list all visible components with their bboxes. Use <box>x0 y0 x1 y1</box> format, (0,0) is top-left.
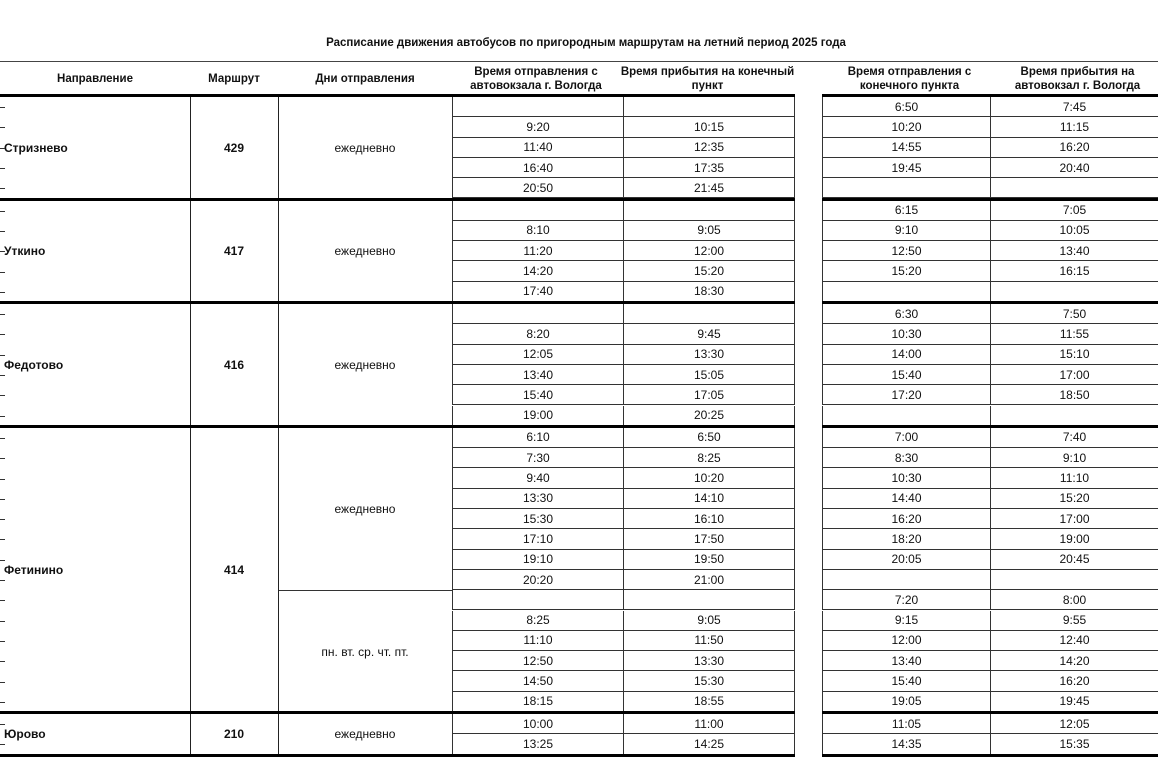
departure-vologda-time <box>453 201 623 220</box>
direction-cell: Фетинино <box>4 562 64 577</box>
table-row <box>452 714 795 734</box>
arrival-terminal-time <box>623 590 794 609</box>
days-cell: ежедневно <box>334 140 396 155</box>
departure-terminal-time: 18:20 <box>891 531 922 546</box>
column-divider <box>278 714 279 755</box>
departure-vologda-time: 19:00 <box>522 408 554 423</box>
arrival-vologda-time: 11:10 <box>990 468 1158 487</box>
days-cell: пн. вт. ср. чт. пт. <box>278 590 452 712</box>
arrival-vologda-time: 7:40 <box>990 428 1158 447</box>
table-row <box>452 550 795 570</box>
arrival-vologda-time: 16:20 <box>990 671 1158 690</box>
row-tick <box>0 519 5 520</box>
table-row <box>822 97 1158 117</box>
arrival-vologda-time: 17:00 <box>990 509 1158 528</box>
arrival-terminal-time: 8:25 <box>623 448 794 467</box>
arrival-terminal-time: 9:45 <box>623 324 794 343</box>
departure-terminal-time: 11:05 <box>891 716 922 731</box>
arrival-terminal-time: 18:30 <box>623 282 794 301</box>
departure-terminal-time: 14:40 <box>891 491 922 506</box>
departure-vologda-time: 11:10 <box>523 633 553 648</box>
route-separator <box>822 754 1158 757</box>
table-row <box>822 631 1158 651</box>
arrival-vologda-time: 10:05 <box>990 221 1158 240</box>
departure-vologda-time: 20:20 <box>522 572 554 587</box>
table-row <box>822 570 1158 590</box>
arrival-terminal-time: 15:30 <box>623 671 794 690</box>
table-row <box>452 282 795 302</box>
departure-vologda-time: 12:05 <box>522 347 554 362</box>
arrival-terminal-time: 9:05 <box>623 221 794 240</box>
arrival-vologda-time: 13:40 <box>990 241 1158 260</box>
table-row <box>822 324 1158 344</box>
table-row <box>822 734 1158 754</box>
table-row <box>452 631 795 651</box>
table-row <box>822 221 1158 241</box>
row-tick <box>0 560 5 561</box>
departure-vologda-time: 11:20 <box>523 243 553 258</box>
table-row <box>452 428 795 448</box>
arrival-terminal-time: 19:50 <box>623 550 794 569</box>
arrival-vologda-time <box>990 282 1158 301</box>
departure-vologda-time: 14:20 <box>522 264 554 279</box>
arrival-terminal-time: 12:35 <box>623 138 794 157</box>
schedule-title: Расписание движения автобусов по пригородным маршрутам на летний период 2025 года <box>326 37 846 49</box>
arrival-vologda-time: 11:55 <box>990 324 1158 343</box>
row-tick <box>0 438 5 439</box>
row-tick <box>0 499 5 500</box>
arrival-vologda-time: 9:55 <box>990 611 1158 630</box>
row-tick <box>0 355 5 356</box>
departure-vologda-time: 13:40 <box>522 367 554 382</box>
table-row <box>452 324 795 344</box>
column-divider <box>278 97 279 199</box>
departure-terminal-time: 14:00 <box>891 347 922 362</box>
table-row <box>452 590 795 610</box>
table-row <box>452 671 795 691</box>
table-row <box>452 261 795 281</box>
departure-vologda-time: 17:40 <box>522 284 554 299</box>
arrival-vologda-time <box>990 406 1158 425</box>
table-row <box>452 221 795 241</box>
table-row <box>452 97 795 117</box>
row-tick <box>0 292 5 293</box>
row-tick <box>0 641 5 642</box>
table-row <box>822 241 1158 261</box>
departure-vologda-time: 17:10 <box>522 531 554 546</box>
table-row <box>822 550 1158 570</box>
departure-vologda-time: 11:40 <box>523 140 553 155</box>
departure-terminal-time: 16:20 <box>891 511 922 526</box>
table-row <box>822 448 1158 468</box>
arrival-vologda-time <box>990 570 1158 589</box>
row-tick <box>0 744 5 745</box>
row-tick <box>0 724 5 725</box>
table-row <box>452 570 795 590</box>
departure-terminal-time: 15:40 <box>891 674 922 689</box>
row-tick <box>0 188 5 189</box>
arrival-terminal-time <box>623 97 794 116</box>
column-divider <box>190 201 191 303</box>
arrival-terminal-time: 10:20 <box>623 468 794 487</box>
route-number: 210 <box>223 727 245 742</box>
row-tick <box>0 231 5 232</box>
arrival-vologda-time: 19:45 <box>990 692 1158 711</box>
route-number: 414 <box>223 562 245 577</box>
row-tick <box>0 395 5 396</box>
arrival-terminal-time <box>623 201 794 220</box>
days-cell: ежедневно <box>334 727 396 742</box>
table-row <box>822 529 1158 549</box>
departure-terminal-time: 19:45 <box>891 160 922 175</box>
arrival-terminal-time: 14:10 <box>623 489 794 508</box>
departure-terminal-time: 17:20 <box>891 387 922 402</box>
table-row <box>452 406 795 426</box>
arrival-terminal-time: 15:05 <box>623 365 794 384</box>
arrival-vologda-time <box>990 178 1158 197</box>
arrival-terminal-time: 21:00 <box>623 570 794 589</box>
table-row <box>822 468 1158 488</box>
table-row <box>452 489 795 509</box>
arrival-terminal-time: 10:15 <box>623 117 794 136</box>
departure-vologda-time: 18:15 <box>522 694 554 709</box>
departure-vologda-time: 13:25 <box>522 736 554 751</box>
table-row <box>452 448 795 468</box>
arrival-terminal-time: 13:30 <box>623 345 794 364</box>
row-tick <box>0 127 5 128</box>
arrival-vologda-time: 15:35 <box>990 734 1158 753</box>
table-row <box>822 282 1158 302</box>
arrival-vologda-time: 8:00 <box>990 590 1158 609</box>
row-tick <box>0 211 5 212</box>
table-row <box>452 509 795 529</box>
direction-cell: Уткино <box>4 244 46 259</box>
table-row <box>452 468 795 488</box>
departure-vologda-time <box>453 304 623 323</box>
arrival-vologda-time: 16:15 <box>990 261 1158 280</box>
departure-terminal-time: 20:05 <box>891 552 922 567</box>
header-arr-vologda: Время прибытия на автовокзал г. Вологда <box>1014 66 1141 92</box>
arrival-terminal-time: 17:05 <box>623 385 794 404</box>
departure-vologda-time: 8:25 <box>526 613 550 628</box>
column-divider <box>190 714 191 755</box>
departure-terminal-time <box>823 178 990 197</box>
table-row <box>822 509 1158 529</box>
route-number: 417 <box>223 244 245 259</box>
departure-vologda-time <box>453 97 623 116</box>
table-row <box>822 590 1158 610</box>
table-row <box>822 345 1158 365</box>
table-row <box>822 692 1158 712</box>
table-row <box>822 117 1158 137</box>
route-number: 429 <box>223 140 245 155</box>
top-rule <box>0 61 1158 62</box>
row-tick <box>0 661 5 662</box>
column-divider <box>190 97 191 199</box>
departure-terminal-time: 10:20 <box>891 119 922 134</box>
departure-terminal-time: 6:15 <box>894 203 919 218</box>
arrival-terminal-time: 12:00 <box>623 241 794 260</box>
table-row <box>452 138 795 158</box>
table-row <box>452 385 795 405</box>
table-row <box>452 365 795 385</box>
days-cell: ежедневно <box>334 501 396 516</box>
table-row <box>452 692 795 712</box>
row-tick <box>0 458 5 459</box>
arrival-vologda-time: 7:05 <box>990 201 1158 220</box>
table-row <box>452 201 795 221</box>
row-tick <box>0 539 5 540</box>
arrival-terminal-time: 11:50 <box>623 631 794 650</box>
table-row <box>822 138 1158 158</box>
row-tick <box>0 375 5 376</box>
departure-vologda-time: 13:30 <box>522 491 554 506</box>
departure-vologda-time: 10:00 <box>522 716 554 731</box>
table-row <box>452 734 795 754</box>
table-row <box>452 529 795 549</box>
departure-vologda-time: 7:30 <box>526 450 550 465</box>
table-row <box>822 304 1158 324</box>
departure-terminal-time: 7:00 <box>894 430 919 445</box>
departure-terminal-time: 9:10 <box>894 223 919 238</box>
departure-terminal-time: 10:30 <box>891 471 922 486</box>
arrival-vologda-time: 16:20 <box>990 138 1158 157</box>
departure-terminal-time: 6:30 <box>894 306 919 321</box>
arrival-terminal-time: 15:20 <box>623 261 794 280</box>
departure-terminal-time: 13:40 <box>891 653 922 668</box>
row-tick <box>0 107 5 108</box>
arrival-terminal-time <box>623 304 794 323</box>
row-tick <box>0 148 5 149</box>
column-divider <box>190 428 191 712</box>
arrival-vologda-time: 9:10 <box>990 448 1158 467</box>
row-tick <box>0 168 5 169</box>
departure-terminal-time: 12:50 <box>891 243 922 258</box>
row-tick <box>0 272 5 273</box>
direction-cell: Юрово <box>4 727 46 742</box>
departure-vologda-time: 16:40 <box>522 160 554 175</box>
days-cell: ежедневно <box>334 357 396 372</box>
table-row <box>822 714 1158 734</box>
arrival-terminal-time: 18:55 <box>623 692 794 711</box>
table-row <box>822 611 1158 631</box>
table-row <box>822 178 1158 198</box>
arrival-vologda-time: 15:10 <box>990 345 1158 364</box>
departure-vologda-time: 15:40 <box>522 387 554 402</box>
departure-vologda-time: 8:20 <box>526 326 550 341</box>
column-divider <box>190 304 191 426</box>
departure-terminal-time <box>823 406 990 425</box>
table-row <box>452 158 795 178</box>
route-separator <box>0 754 795 757</box>
arrival-vologda-time: 14:20 <box>990 651 1158 670</box>
table-row <box>452 304 795 324</box>
row-tick <box>0 334 5 335</box>
departure-terminal-time: 19:05 <box>891 694 922 709</box>
arrival-vologda-time: 12:05 <box>990 714 1158 733</box>
row-tick <box>0 314 5 315</box>
table-row <box>452 117 795 137</box>
arrival-terminal-time: 9:05 <box>623 611 794 630</box>
table-row <box>452 178 795 198</box>
departure-vologda-time <box>453 590 623 609</box>
departure-vologda-time: 15:30 <box>522 511 554 526</box>
departure-terminal-time: 6:50 <box>894 99 919 114</box>
arrival-terminal-time: 13:30 <box>623 651 794 670</box>
arrival-vologda-time: 12:40 <box>990 631 1158 650</box>
departure-terminal-time: 14:35 <box>891 736 922 751</box>
departure-vologda-time: 14:50 <box>522 674 554 689</box>
row-tick <box>0 580 5 581</box>
header-direction: Направление <box>57 73 133 85</box>
departure-terminal-time: 15:20 <box>891 264 922 279</box>
table-row <box>822 428 1158 448</box>
arrival-terminal-time: 21:45 <box>623 178 794 197</box>
row-tick <box>0 702 5 703</box>
table-row <box>452 611 795 631</box>
departure-vologda-time: 6:10 <box>526 430 550 445</box>
departure-terminal-time: 7:20 <box>894 592 919 607</box>
departure-terminal-time: 15:40 <box>891 367 922 382</box>
arrival-terminal-time: 17:35 <box>623 158 794 177</box>
arrival-terminal-time: 6:50 <box>623 428 794 447</box>
table-row <box>822 158 1158 178</box>
arrival-terminal-time: 17:50 <box>623 529 794 548</box>
departure-vologda-time: 12:50 <box>522 653 554 668</box>
departure-terminal-time: 12:00 <box>891 633 922 648</box>
row-tick <box>0 621 5 622</box>
arrival-terminal-time: 16:10 <box>623 509 794 528</box>
departure-terminal-time: 9:15 <box>894 613 919 628</box>
column-divider <box>278 428 279 712</box>
departure-vologda-time: 9:20 <box>526 119 550 134</box>
table-row <box>822 489 1158 509</box>
table-row <box>822 385 1158 405</box>
arrival-vologda-time: 18:50 <box>990 385 1158 404</box>
departure-terminal-time: 8:30 <box>894 450 919 465</box>
arrival-terminal-time: 14:25 <box>623 734 794 753</box>
header-dep-vologda: Время отправления с автовокзала г. Вологда <box>470 66 602 92</box>
column-divider <box>278 201 279 303</box>
departure-vologda-time: 20:50 <box>522 180 554 195</box>
table-row <box>822 365 1158 385</box>
days-cell: ежедневно <box>334 244 396 259</box>
column-divider <box>278 304 279 426</box>
header-route: Маршрут <box>208 73 260 85</box>
table-row <box>822 406 1158 426</box>
table-row <box>822 261 1158 281</box>
table-row <box>822 651 1158 671</box>
header-arr-terminal: Время прибытия на конечный пункт <box>620 66 795 92</box>
header-dep-terminal: Время отправления с конечного пункта <box>847 66 972 92</box>
row-tick <box>0 600 5 601</box>
table-row <box>822 671 1158 691</box>
row-tick <box>0 251 5 252</box>
table-row <box>452 241 795 261</box>
arrival-vologda-time: 19:00 <box>990 529 1158 548</box>
row-tick <box>0 479 5 480</box>
arrival-vologda-time: 17:00 <box>990 365 1158 384</box>
departure-terminal-time: 10:30 <box>891 326 922 341</box>
arrival-vologda-time: 7:45 <box>990 97 1158 116</box>
arrival-vologda-time: 11:15 <box>990 117 1158 136</box>
arrival-terminal-time: 11:00 <box>623 714 794 733</box>
table-row <box>822 201 1158 221</box>
departure-terminal-time: 14:55 <box>891 140 922 155</box>
arrival-vologda-time: 7:50 <box>990 304 1158 323</box>
row-tick <box>0 416 5 417</box>
row-tick <box>0 682 5 683</box>
direction-cell: Стризнево <box>4 140 68 155</box>
header-days: Дни отправления <box>315 73 415 85</box>
arrival-vologda-time: 15:20 <box>990 489 1158 508</box>
direction-cell: Федотово <box>4 357 64 372</box>
arrival-vologda-time: 20:45 <box>990 550 1158 569</box>
arrival-vologda-time: 20:40 <box>990 158 1158 177</box>
departure-vologda-time: 9:40 <box>526 471 550 486</box>
route-number: 416 <box>223 357 245 372</box>
table-row <box>452 651 795 671</box>
departure-vologda-time: 19:10 <box>522 552 554 567</box>
table-row <box>452 345 795 365</box>
departure-terminal-time <box>823 570 990 589</box>
departure-terminal-time <box>823 282 990 301</box>
arrival-terminal-time: 20:25 <box>623 406 794 425</box>
departure-vologda-time: 8:10 <box>526 223 550 238</box>
